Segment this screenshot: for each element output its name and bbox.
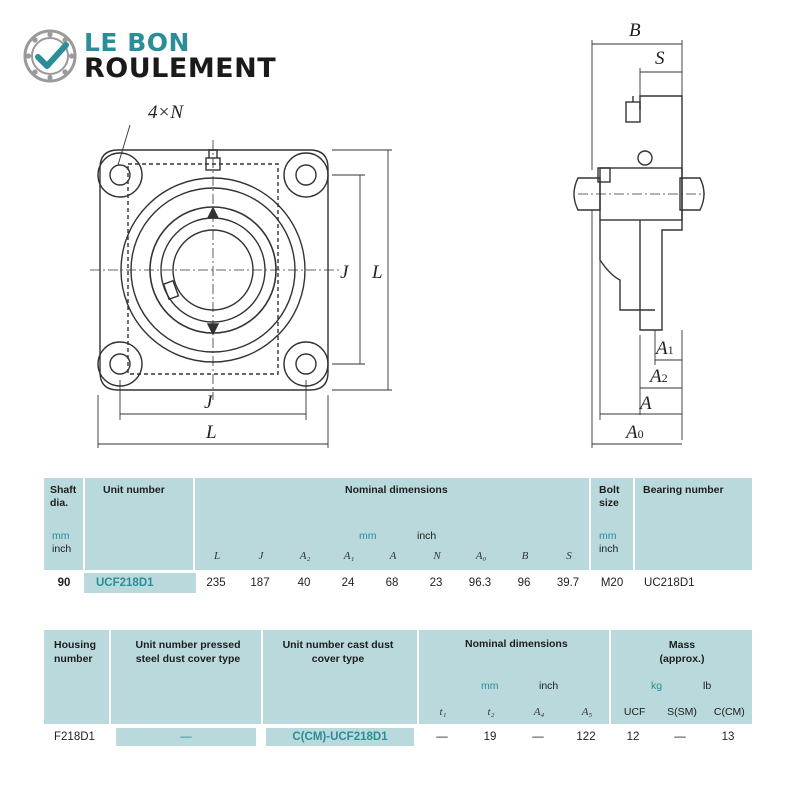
header-bolt-inch: inch [599,543,619,555]
header-mass-kg: kg [651,680,663,692]
cell-dim-t2: 19 [483,731,497,743]
cell-housing: F218D1 [54,731,95,743]
cell-unit-number: UCF218D1 [84,573,196,593]
cell-bolt: M20 [600,577,624,589]
mass-col-1: S(SM) [667,706,697,718]
cell-dim-b: 96 [517,577,531,589]
label-j-side: J [340,262,349,283]
brand-line-1: LE BON [84,28,190,57]
header-unit-cast [262,630,418,724]
dim-symbol-2: A₂ [299,550,311,562]
header-shaft-dia-label: Shaft dia. [50,484,77,509]
cell-dim-a4: — [532,731,544,743]
dimension-symbols-2 [419,706,611,718]
cell-dim-a2: 40 [297,577,311,589]
header-nominal-2-mm: mm [481,680,499,692]
header-bolt-size-label: Bolt size [599,484,620,509]
label-a1-main: A [656,338,668,359]
header-nominal-2-inch: inch [539,680,559,692]
label-a: A [640,393,652,414]
label-b: B [629,20,641,41]
table2-header-row [44,630,752,724]
header-nominal-2 [418,630,610,724]
cell-mass-c: 13 [721,731,735,743]
dim-symbol-1: J [258,550,264,562]
dim-symbol-2-3: A₅ [581,706,593,718]
header-unit-pressed-label: Unit number pressed steel dust cover type [135,639,241,665]
header-unit-pressed [110,630,262,724]
dim-symbol-2-0: t₁ [439,706,447,718]
table-row [44,570,752,596]
label-a1 [656,338,674,360]
dim-symbol-8: S [566,550,572,562]
cell-dim-a1: 24 [341,577,355,589]
dim-symbol-7: B [521,550,529,562]
cell-dim-a0: 96.3 [468,577,492,589]
header-nominal-label: Nominal dimensions [345,484,448,496]
cell-shaft: 90 [57,577,71,589]
header-mass-label: Mass (approx.) [659,639,705,665]
mass-col-2: C(CM) [713,706,745,718]
header-nominal-2-label: Nominal dimensions [465,638,568,650]
header-unit-number [84,478,194,570]
header-housing [44,630,110,724]
header-bearing-number-label: Bearing number [643,484,724,496]
cell-dim-a5: 122 [576,731,596,743]
header-housing-label: Housing number [54,639,96,665]
cell-mass-ucf: 12 [626,731,640,743]
header-shaft-dia [44,478,84,570]
table-row [44,724,752,750]
header-bolt-mm: mm [599,530,617,542]
label-a0-main: A [626,422,638,443]
header-unit-number-label: Unit number [103,484,165,496]
header-mass [610,630,752,724]
label-j-bottom: J [204,392,213,413]
dimension-symbols [195,550,591,562]
brand-line-2: ROULEMENT [84,53,277,84]
label-a2 [650,366,668,388]
header-mass-lb: lb [703,680,712,692]
dim-symbol-5: N [433,550,441,562]
cell-cast: C(CM)-UCF218D1 [266,728,414,746]
header-bearing-number [634,478,752,570]
label-a1-sub: 1 [667,343,674,357]
dim-symbol-2-2: A₄ [533,706,545,718]
label-s: S [655,48,665,69]
label-l-bottom: L [206,422,217,443]
label-a2-main: A [650,366,662,387]
header-nominal-mm: mm [359,530,377,542]
header-nominal-inch: inch [417,530,437,542]
header-nominal [194,478,590,570]
cell-dim-l: 235 [206,577,226,589]
housing-table [44,630,752,750]
cell-mass-s: — [674,731,686,743]
dim-symbol-4: A [389,550,397,562]
header-shaft-mm: mm [52,530,70,542]
dim-symbol-2-1: t₂ [487,706,495,718]
table1-header-row [44,478,752,570]
label-l-side: L [372,262,383,283]
cell-dim-a: 68 [385,577,399,589]
cell-pressed: — [116,728,256,746]
cell-dim-s: 39.7 [556,577,580,589]
mass-col-0: UCF [623,706,646,718]
mass-column-labels [611,706,753,718]
dimensions-table [44,478,752,596]
label-a2-sub: 2 [661,371,668,385]
cell-dim-t1: — [436,731,448,743]
header-unit-cast-label: Unit number cast dust cover type [282,639,394,665]
cell-dim-j: 187 [250,577,270,589]
label-a0-sub: 0 [637,427,644,441]
header-bolt-size [590,478,634,570]
header-shaft-inch: inch [52,543,72,555]
dim-symbol-6: A₀ [475,550,487,562]
cell-dim-n: 23 [429,577,443,589]
dim-symbol-3: A₁ [343,550,355,562]
label-a0 [626,422,644,444]
dim-symbol-0: L [213,550,221,562]
label-holes: 4×N [148,102,183,123]
cell-bearing: UC218D1 [644,577,695,589]
